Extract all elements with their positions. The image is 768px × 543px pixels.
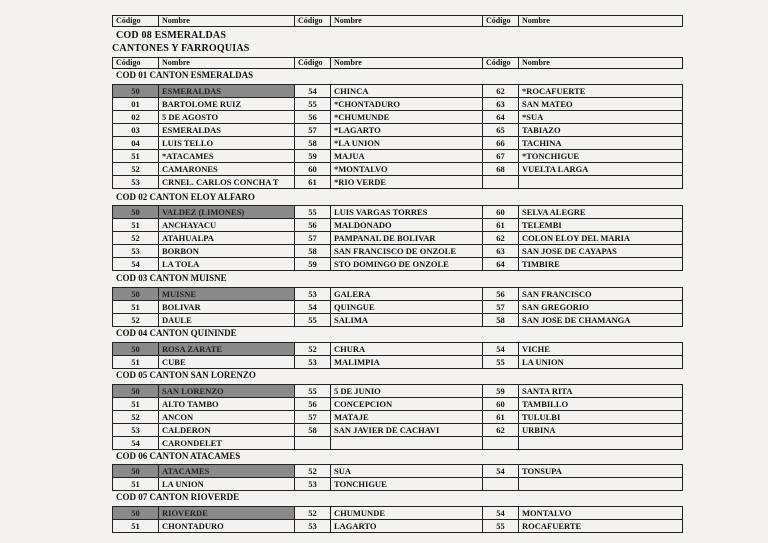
parish-code: 52: [113, 314, 159, 327]
parish-code: 58: [295, 245, 331, 258]
parish-code: 59: [483, 385, 519, 398]
parish-name: VALDEZ (LIMONES): [159, 206, 295, 219]
parish-name: CHINCA: [331, 85, 483, 98]
parish-name: *CHONTADURO: [331, 98, 483, 111]
parish-code: 55: [483, 356, 519, 369]
parish-name: DAULE: [159, 314, 295, 327]
parish-name: TAMBILLO: [519, 398, 683, 411]
parish-name: ROSA ZARATE: [159, 343, 295, 356]
parish-code: 66: [483, 137, 519, 150]
parish-name: BARTOLOME RUIZ: [159, 98, 295, 111]
parish-name: MONTALVO: [519, 507, 683, 520]
table-row: [113, 219, 683, 232]
parish-name: MUISNE: [159, 288, 295, 301]
parish-name: BORBON: [159, 245, 295, 258]
parish-code: 60: [483, 206, 519, 219]
header-codigo: Código: [483, 16, 519, 27]
parish-name: 5 DE JUNIO: [331, 385, 483, 398]
parish-name: SAN GREGORIO: [519, 301, 683, 314]
parish-code: 50: [113, 343, 159, 356]
parish-code: 62: [483, 232, 519, 245]
table-row: [113, 385, 683, 398]
parish-name: ROCAFUERTE: [519, 520, 683, 533]
parish-code: 55: [295, 98, 331, 111]
parish-code: 54: [483, 507, 519, 520]
parish-name: BOLIVAR: [159, 301, 295, 314]
parish-name: SAN MATEO: [519, 98, 683, 111]
parish-code: 54: [295, 85, 331, 98]
table-row: [113, 356, 683, 369]
parish-code: 64: [483, 258, 519, 271]
canton-table: [112, 464, 683, 491]
province-line: COD 08 ESMERALDAS: [116, 30, 227, 41]
parish-name: ATAHUALPA: [159, 232, 295, 245]
table-row: [113, 176, 683, 189]
parish-code: 50: [113, 288, 159, 301]
parish-code: 64: [483, 111, 519, 124]
parish-code: 53: [295, 478, 331, 491]
parish-name: TACHINA: [519, 137, 683, 150]
parish-code: 57: [295, 124, 331, 137]
parish-code: 61: [295, 176, 331, 189]
canton-table: [112, 384, 683, 450]
parish-name: SAN JOSE DE CAYAPAS: [519, 245, 683, 258]
parish-name: ALTO TAMBO: [159, 398, 295, 411]
parish-name: TONCHIGUE: [331, 478, 483, 491]
parish-name: *TONCHIGUE: [519, 150, 683, 163]
parish-code: 56: [295, 398, 331, 411]
parish-code: 55: [483, 520, 519, 533]
parish-name: ANCON: [159, 411, 295, 424]
parish-code: 04: [113, 137, 159, 150]
parish-code: 51: [113, 150, 159, 163]
table-row: [113, 124, 683, 137]
parish-code: 51: [113, 301, 159, 314]
parish-name: *CHUMUNDE: [331, 111, 483, 124]
parish-name: ESMERALDAS: [159, 85, 295, 98]
parish-code: 63: [483, 245, 519, 258]
parish-name: SAN FRANCISCO: [519, 288, 683, 301]
parish-name: *ATACAMES: [159, 150, 295, 163]
parish-name: PAMPANAL DE BOLIVAR: [331, 232, 483, 245]
parish-name: SAN JOSE DE CHAMANGA: [519, 314, 683, 327]
parish-name: LA TOLA: [159, 258, 295, 271]
table-row: [113, 424, 683, 437]
parish-code: 68: [483, 163, 519, 176]
parish-code: [483, 176, 519, 189]
parish-code: 51: [113, 398, 159, 411]
header-codigo: Código: [483, 58, 519, 69]
parish-code: 53: [113, 176, 159, 189]
header-nombre: Nombre: [159, 58, 295, 69]
parish-name: SAN JAVIER DE CACHAVI: [331, 424, 483, 437]
parish-name: TONSUPA: [519, 465, 683, 478]
parish-name: CHUMUNDE: [331, 507, 483, 520]
parish-name: ESMERALDAS: [159, 124, 295, 137]
parish-name: RIOVERDE: [159, 507, 295, 520]
parish-name: *RIO VERDE: [331, 176, 483, 189]
parish-code: 51: [113, 356, 159, 369]
parish-name: TABIAZO: [519, 124, 683, 137]
canton-table: [112, 506, 683, 533]
parish-name: LA UNION: [519, 356, 683, 369]
parish-name: *MONTALVO: [331, 163, 483, 176]
parish-code: 52: [113, 232, 159, 245]
parish-name: STO DOMINGO DE ONZOLE: [331, 258, 483, 271]
parish-name: CUBE: [159, 356, 295, 369]
parish-name: *ROCAFUERTE: [519, 85, 683, 98]
parish-code: 56: [483, 288, 519, 301]
header-nombre: Nombre: [519, 58, 683, 69]
parish-code: 53: [113, 245, 159, 258]
parish-name: VUELTA LARGA: [519, 163, 683, 176]
parish-name: SALIMA: [331, 314, 483, 327]
parish-name: SAN FRANCISCO DE ONZOLE: [331, 245, 483, 258]
parish-name: VICHE: [519, 343, 683, 356]
parish-name: LA UNION: [159, 478, 295, 491]
top-column-header: [112, 15, 683, 27]
parish-code: 50: [113, 465, 159, 478]
table-row: [113, 163, 683, 176]
parish-code: 51: [113, 520, 159, 533]
table-row: [113, 465, 683, 478]
parish-name: TELEMBI: [519, 219, 683, 232]
parish-name: [331, 437, 483, 450]
table-row: [113, 343, 683, 356]
parish-code: 57: [295, 232, 331, 245]
parish-code: 54: [113, 258, 159, 271]
parish-code: 50: [113, 385, 159, 398]
table-row: [113, 206, 683, 219]
parish-code: 59: [295, 150, 331, 163]
parish-code: 55: [295, 385, 331, 398]
parish-name: MAJUA: [331, 150, 483, 163]
parish-code: 61: [483, 411, 519, 424]
parish-code: 01: [113, 98, 159, 111]
parish-code: 57: [295, 411, 331, 424]
parish-code: 62: [483, 85, 519, 98]
parish-code: 52: [113, 163, 159, 176]
parish-name: *LAGARTO: [331, 124, 483, 137]
parish-name: LAGARTO: [331, 520, 483, 533]
parish-code: 55: [295, 314, 331, 327]
parish-code: 55: [295, 206, 331, 219]
header-codigo: Código: [113, 16, 159, 27]
parish-name: LUIS TELLO: [159, 137, 295, 150]
canton-table: [112, 84, 683, 189]
parish-name: CALDERON: [159, 424, 295, 437]
parish-name: SELVA ALEGRE: [519, 206, 683, 219]
table-row: [113, 258, 683, 271]
parish-code: 67: [483, 150, 519, 163]
parish-code: 53: [295, 356, 331, 369]
canton-table: [112, 287, 683, 327]
parish-code: [483, 478, 519, 491]
parish-code: 59: [295, 258, 331, 271]
parish-name: SUA: [331, 465, 483, 478]
parish-code: 51: [113, 219, 159, 232]
table-row: [113, 111, 683, 124]
table-row: [113, 150, 683, 163]
parish-code: 56: [295, 111, 331, 124]
parish-code: 56: [295, 219, 331, 232]
parish-code: 60: [483, 398, 519, 411]
parish-code: 50: [113, 85, 159, 98]
parish-name: [519, 437, 683, 450]
parish-code: 63: [483, 98, 519, 111]
table-row: [113, 398, 683, 411]
canton-title: COD 01 CANTON ESMERALDAS: [116, 70, 254, 80]
parish-name: CONCEPCION: [331, 398, 483, 411]
parish-code: 52: [295, 343, 331, 356]
table-row: [113, 411, 683, 424]
parish-code: 58: [483, 314, 519, 327]
parish-code: 03: [113, 124, 159, 137]
parish-name: LUIS VARGAS TORRES: [331, 206, 483, 219]
parish-name: SANTA RITA: [519, 385, 683, 398]
parish-name: SAN LORENZO: [159, 385, 295, 398]
parish-code: 60: [295, 163, 331, 176]
parish-code: 57: [483, 301, 519, 314]
table-row: [113, 314, 683, 327]
parish-code: 50: [113, 507, 159, 520]
parish-code: 50: [113, 206, 159, 219]
header-codigo: Código: [295, 16, 331, 27]
table-row: [113, 301, 683, 314]
table-row: [113, 137, 683, 150]
parish-name: TULULBI: [519, 411, 683, 424]
table-row: [113, 437, 683, 450]
parish-code: 54: [113, 437, 159, 450]
parish-name: CRNEL. CARLOS CONCHA T: [159, 176, 295, 189]
parish-code: 02: [113, 111, 159, 124]
table-row: [113, 288, 683, 301]
parish-code: 61: [483, 219, 519, 232]
canton-title: COD 03 CANTON MUISNE: [116, 273, 227, 283]
table-row: [113, 245, 683, 258]
parish-name: [519, 176, 683, 189]
header-nombre: Nombre: [331, 16, 483, 27]
table-row: [113, 478, 683, 491]
header-codigo: Código: [295, 58, 331, 69]
canton-title: COD 06 CANTON ATACAMES: [116, 451, 241, 461]
parish-code: 51: [113, 478, 159, 491]
parish-name: [519, 478, 683, 491]
canton-title: COD 02 CANTON ELOY ALFARO: [116, 192, 255, 202]
parish-code: 54: [483, 343, 519, 356]
document-sheet: [98, 2, 698, 543]
table-row: [113, 85, 683, 98]
parish-name: ANCHAYACU: [159, 219, 295, 232]
parish-name: COLON ELOY DEL MARIA: [519, 232, 683, 245]
parish-name: CHONTADURO: [159, 520, 295, 533]
parish-code: [483, 437, 519, 450]
canton-title: COD 04 CANTON QUININDE: [116, 328, 237, 338]
parish-code: 54: [295, 301, 331, 314]
parish-name: *SUA: [519, 111, 683, 124]
table-row: [113, 507, 683, 520]
parish-code: 62: [483, 424, 519, 437]
parish-code: 53: [295, 520, 331, 533]
header-nombre: Nombre: [519, 16, 683, 27]
parish-code: 52: [295, 465, 331, 478]
parish-name: *LA UNION: [331, 137, 483, 150]
header-nombre: Nombre: [331, 58, 483, 69]
table-row: [113, 520, 683, 533]
parish-code: 53: [295, 288, 331, 301]
column-header: [112, 57, 683, 69]
parish-name: MALDONADO: [331, 219, 483, 232]
parish-name: QUINGUE: [331, 301, 483, 314]
canton-title: COD 07 CANTON RIOVERDE: [116, 492, 240, 502]
parish-code: 52: [113, 411, 159, 424]
parish-name: MATAJE: [331, 411, 483, 424]
parish-name: ATACAMES: [159, 465, 295, 478]
header-codigo: Código: [113, 58, 159, 69]
header-nombre: Nombre: [159, 16, 295, 27]
parish-code: 58: [295, 137, 331, 150]
parish-name: TIMBIRE: [519, 258, 683, 271]
parish-code: 53: [113, 424, 159, 437]
section-title: CANTONES Y FARROQUIAS: [112, 43, 250, 54]
canton-title: COD 05 CANTON SAN LORENZO: [116, 370, 256, 380]
canton-table: [112, 342, 683, 369]
parish-code: 58: [295, 424, 331, 437]
canton-table: [112, 205, 683, 271]
parish-name: 5 DE AGOSTO: [159, 111, 295, 124]
parish-name: MALIMPIA: [331, 356, 483, 369]
table-row: [113, 98, 683, 111]
parish-name: URBINA: [519, 424, 683, 437]
parish-code: 65: [483, 124, 519, 137]
parish-name: CHURA: [331, 343, 483, 356]
parish-name: CAMARONES: [159, 163, 295, 176]
table-row: [113, 232, 683, 245]
parish-name: GALERA: [331, 288, 483, 301]
parish-code: 54: [483, 465, 519, 478]
parish-name: CARONDELET: [159, 437, 295, 450]
parish-code: [295, 437, 331, 450]
parish-code: 52: [295, 507, 331, 520]
